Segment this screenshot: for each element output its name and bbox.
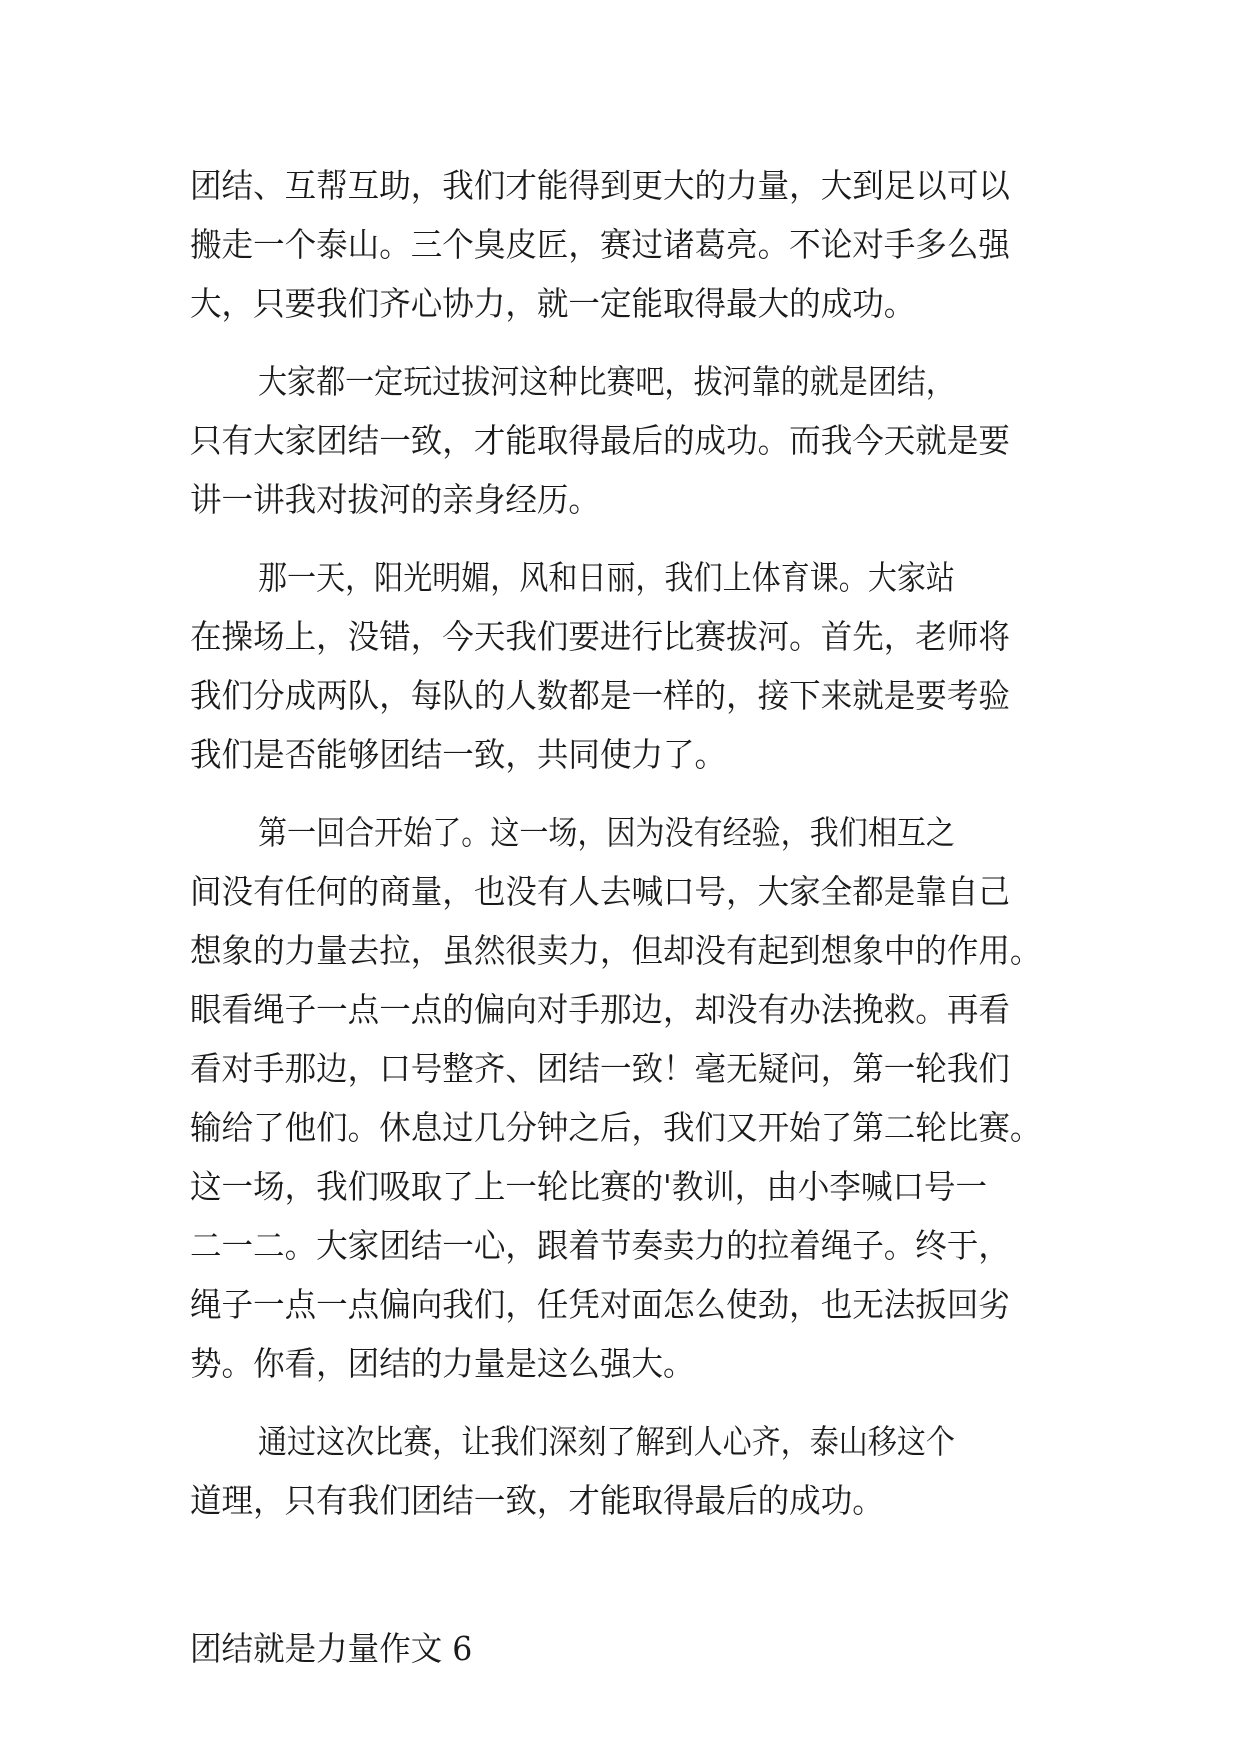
paragraph-first-line: 通过这次比赛，让我们深刻了解到人心齐，泰山移这个 (258, 1422, 955, 1461)
text-line: 团结、互帮互助，我们才能得到更大的力量，大到足以可以 (190, 166, 1010, 205)
text-line: 这一场，我们吸取了上一轮比赛的'教训，由小李喊口号一 (190, 1167, 988, 1206)
text-line: 看对手那边，口号整齐、团结一致！毫无疑问，第一轮我们 (190, 1049, 1010, 1088)
text-line: 道理，只有我们团结一致，才能取得最后的成功。 (190, 1481, 884, 1520)
text-line: 我们是否能够团结一致，共同使力了。 (190, 735, 727, 774)
text-line: 二一二。大家团结一心，跟着节奏卖力的拉着绳子。终于， (190, 1226, 1010, 1265)
paragraph-first-line: 第一回合开始了。这一场，因为没有经验，我们相互之 (258, 813, 955, 852)
section-heading: 团结就是力量作文 6 (190, 1629, 473, 1668)
paragraph-first-line: 大家都一定玩过拔河这种比赛吧，拔河靠的就是团结， (258, 362, 955, 401)
text-line: 大，只要我们齐心协力，就一定能取得最大的成功。 (190, 284, 916, 323)
paragraph-first-line: 那一天，阳光明媚，风和日丽，我们上体育课。大家站 (258, 558, 955, 597)
text-line: 想象的力量去拉，虽然很卖力，但却没有起到想象中的作用。 (190, 931, 1042, 970)
text-line: 绳子一点一点偏向我们，任凭对面怎么使劲，也无法扳回劣 (190, 1285, 1010, 1324)
text-line: 我们分成两队，每队的人数都是一样的，接下来就是要考验 (190, 676, 1010, 715)
text-line: 势。你看，团结的力量是这么强大。 (190, 1344, 695, 1383)
text-line: 间没有任何的商量，也没有人去喊口号，大家全都是靠自己 (190, 872, 1010, 911)
text-line: 讲一讲我对拔河的亲身经历。 (190, 480, 600, 519)
text-line: 在操场上，没错，今天我们要进行比赛拔河。首先，老师将 (190, 617, 1010, 656)
text-line: 输给了他们。休息过几分钟之后，我们又开始了第二轮比赛。 (190, 1108, 1042, 1147)
text-line: 眼看绳子一点一点的偏向对手那边，却没有办法挽救。再看 (190, 990, 1010, 1029)
text-line: 搬走一个泰山。三个臭皮匠，赛过诸葛亮。不论对手多么强 (190, 225, 1010, 264)
text-line: 只有大家团结一致，才能取得最后的成功。而我今天就是要 (190, 421, 1010, 460)
